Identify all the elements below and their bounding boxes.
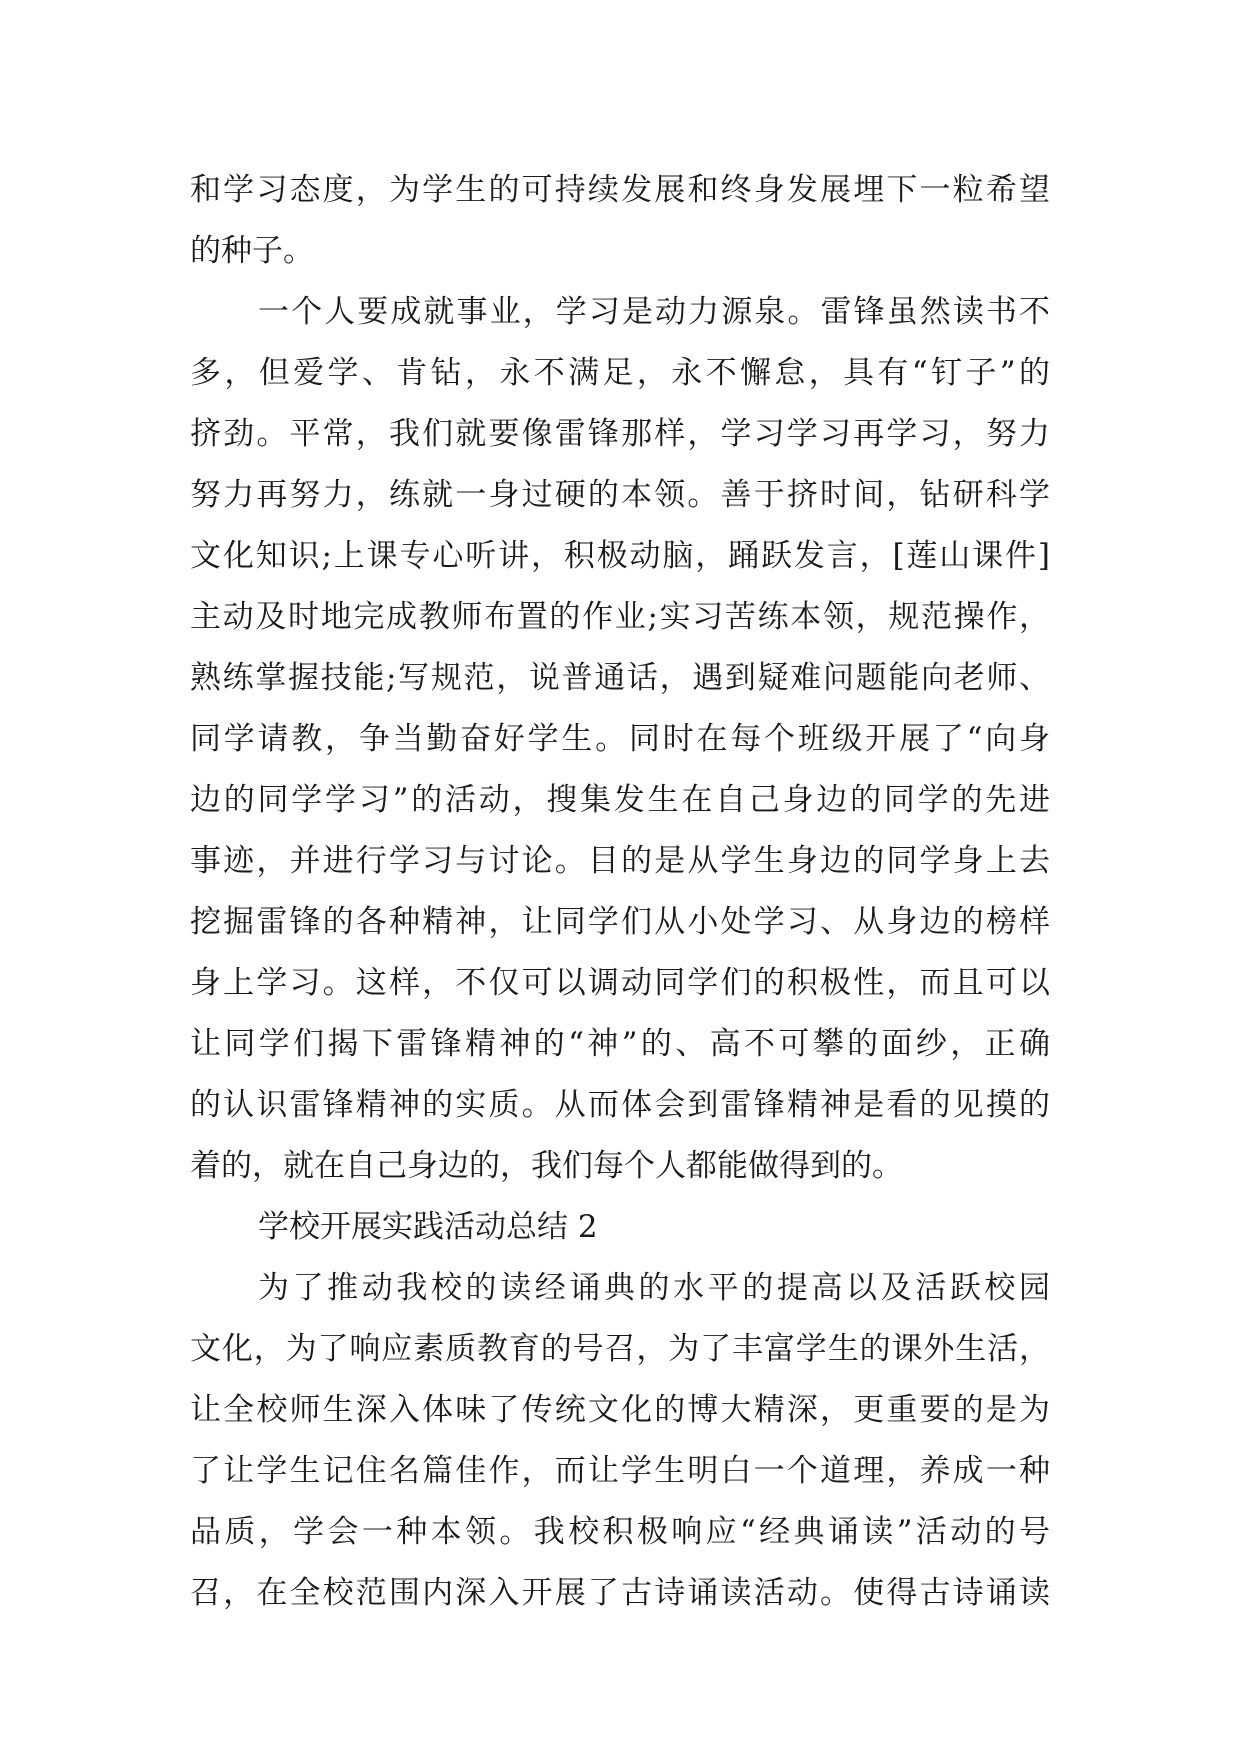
text-line: 边的同学学习”的活动，搜集发生在自己身边的同学的先进: [190, 782, 1050, 818]
text-line: 挖掘雷锋的各种精神，让同学们从小处学习、从身边的榜样: [190, 904, 1050, 940]
text-line: 努力再努力，练就一身过硬的本领。善于挤时间，钻研科学: [190, 477, 1050, 513]
text-line: 了让学生记住名篇佳作，而让学生明白一个道理，养成一种: [190, 1453, 1050, 1489]
text-line: 让全校师生深入体味了传统文化的博大精深，更重要的是为: [190, 1392, 1050, 1428]
text-line: 事迹，并进行学习与讨论。目的是从学生身边的同学身上去: [190, 843, 1050, 879]
text-line: 同学请教，争当勤奋好学生。同时在每个班级开展了“向身: [190, 721, 1050, 757]
text-line: 文化，为了响应素质教育的号召，为了丰富学生的课外生活，: [190, 1331, 1050, 1367]
paragraph-start-line: 为了推动我校的读经诵典的水平的提高以及活跃校园: [258, 1270, 1050, 1306]
paragraph-start-line: 一个人要成就事业，学习是动力源泉。雷锋虽然读书不: [258, 294, 1050, 330]
text-line: 品质，学会一种本领。我校积极响应“经典诵读”活动的号: [190, 1514, 1050, 1550]
body-text: [190, 160, 1050, 1624]
text-line: 着的，就在自己身边的，我们每个人都能做得到的。: [190, 1148, 903, 1184]
text-line: 挤劲。平常，我们就要像雷锋那样，学习学习再学习，努力: [190, 416, 1050, 452]
text-line: 的种子。: [190, 233, 314, 269]
text-line: 召，在全校范围内深入开展了古诗诵读活动。使得古诗诵读: [190, 1575, 1050, 1611]
text-line: 文化知识;上课专心听讲，积极动脑，踊跃发言，[莲山课件]: [190, 538, 1050, 574]
text-line: 身上学习。这样，不仅可以调动同学们的积极性，而且可以: [190, 965, 1050, 1001]
text-line: 的认识雷锋精神的实质。从而体会到雷锋精神是看的见摸的: [190, 1087, 1050, 1123]
text-line: 熟练掌握技能;写规范，说普通话，遇到疑难问题能向老师、: [190, 660, 1050, 696]
text-line: 主动及时地完成教师布置的作业;实习苦练本领，规范操作，: [190, 599, 1050, 635]
section-heading: 学校开展实践活动总结 2: [258, 1209, 598, 1245]
text-line: 多，但爱学、肯钻，永不满足，永不懈怠，具有“钉子”的: [190, 355, 1050, 391]
text-line: 和学习态度，为学生的可持续发展和终身发展埋下一粒希望: [190, 172, 1050, 208]
text-line: 让同学们揭下雷锋精神的“神”的、高不可攀的面纱，正确: [190, 1026, 1050, 1062]
